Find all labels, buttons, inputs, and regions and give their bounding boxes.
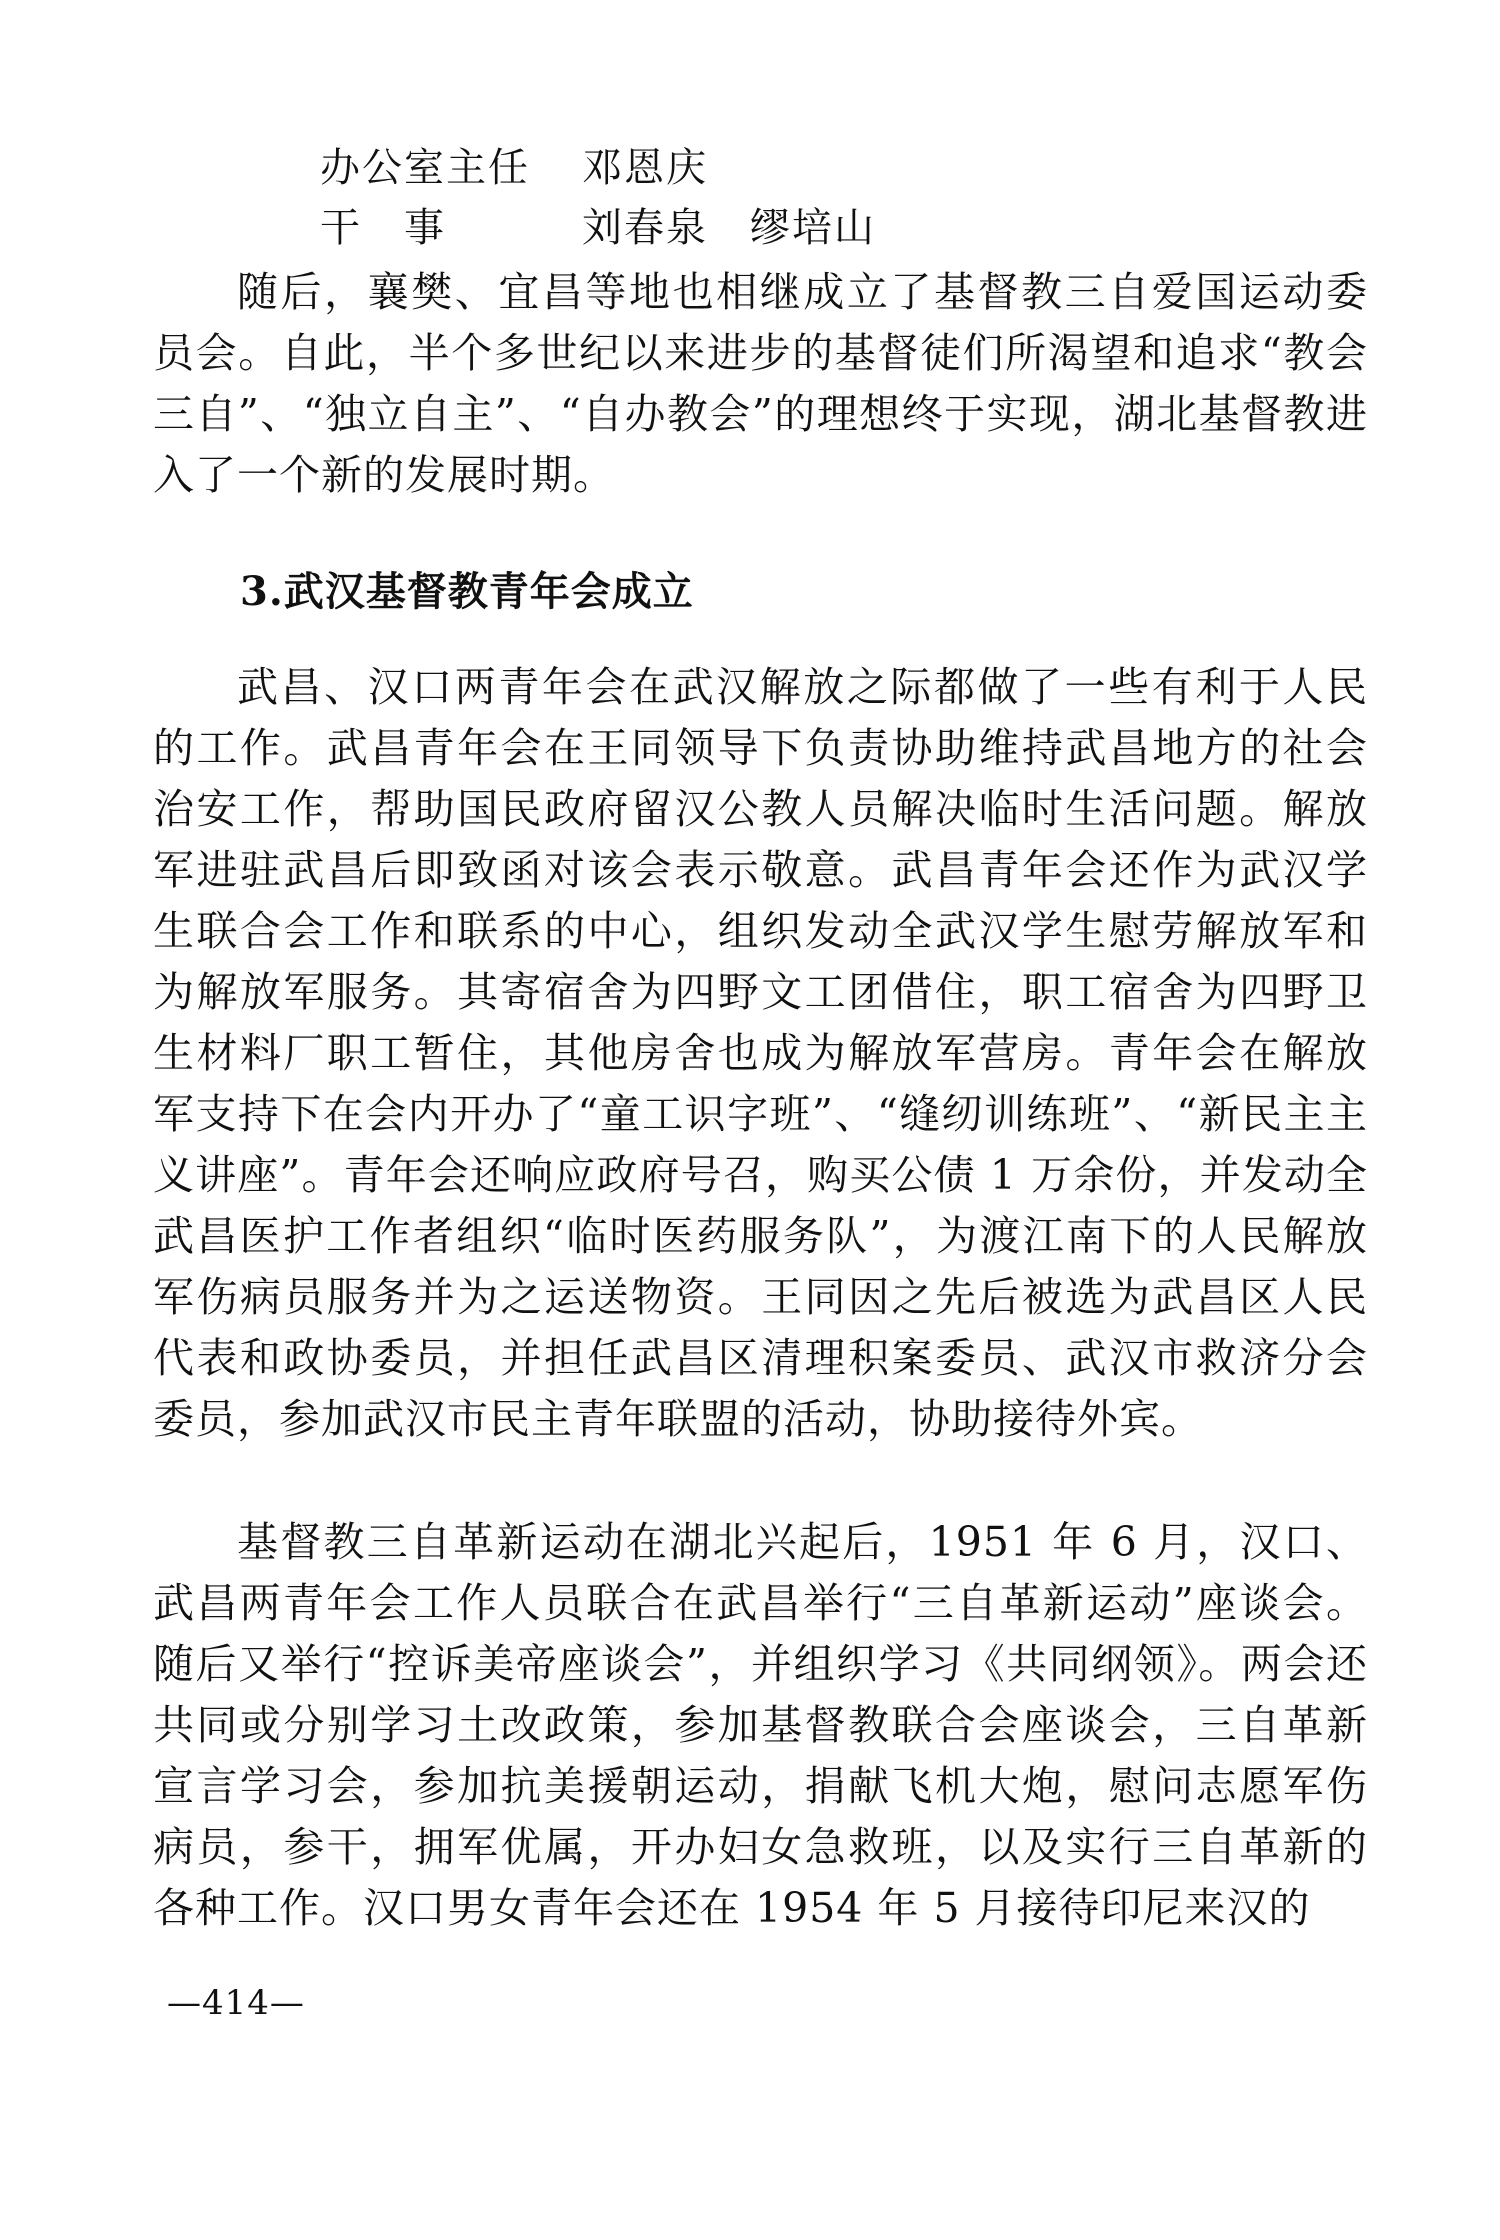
paragraph-committees: 随后，襄樊、宜昌等地也相继成立了基督教三自爱国运动委员会。自此，半个多世纪以来进步的基督徒们所渴望和追求“教会三自”、“独立自主”、“自办教会”的理想终于实现，湖北基督教进入了一个新的发展时期。 bbox=[153, 268, 1368, 499]
staff-title: 干 事 bbox=[320, 205, 446, 251]
staff-names: 刘春泉 缪培山 bbox=[582, 205, 876, 251]
staff-line-director bbox=[320, 140, 708, 196]
section-heading: 3.武汉基督教青年会成立 bbox=[240, 568, 694, 615]
staff-line-clerk bbox=[320, 200, 876, 256]
staff-names: 邓恩庆 bbox=[582, 145, 708, 191]
paragraph-three-self-movement: 基督教三自革新运动在湖北兴起后，1951 年 6 月，汉口、武昌两青年会工作人员联合在武昌举行“三自革新运动”座谈会。随后又举行“控诉美帝座谈会”，并组织学习《共同纲领》。两会还共同或分别学习土改政策，参加基督教联合会座谈会，三自革新宣言学习会，参加抗美援朝运动，捐献飞机大炮，慰问志愿军伤病员，参干，拥军优属，开办妇女急救班，以及实行三自革新的各种工作。汉口男女青年会还在 1954 年 5 月接待印尼来汉的 bbox=[153, 1518, 1368, 1932]
page-number: —414— bbox=[167, 1983, 305, 2023]
staff-title: 办公室主任 bbox=[320, 145, 530, 191]
paragraph-ymca-liberation: 武昌、汉口两青年会在武汉解放之际都做了一些有利于人民的工作。武昌青年会在王同领导下负责协助维持武昌地方的社会治安工作，帮助国民政府留汉公教人员解决临时生活问题。解放军进驻武昌后即致函对该会表示敬意。武昌青年会还作为武汉学生联合会工作和联系的中心，组织发动全武汉学生慰劳解放军和为解放军服务。其寄宿舍为四野文工团借住，职工宿舍为四野卫生材料厂职工暂住，其他房舍也成为解放军营房。青年会在解放军支持下在会内开办了“童工识字班”、“缝纫训练班”、“新民主主义讲座”。青年会还响应政府号召，购买公债 1 万余份，并发动全武昌医护工作者组织“临时医药服务队”，为渡江南下的人民解放军伤病员服务并为之运送物资。王同因之先后被选为武昌区人民代表和政协委员，并担任武昌区清理积案委员、武汉市救济分会委员，参加武汉市民主青年联盟的活动，协助接待外宾。 bbox=[153, 663, 1368, 1443]
